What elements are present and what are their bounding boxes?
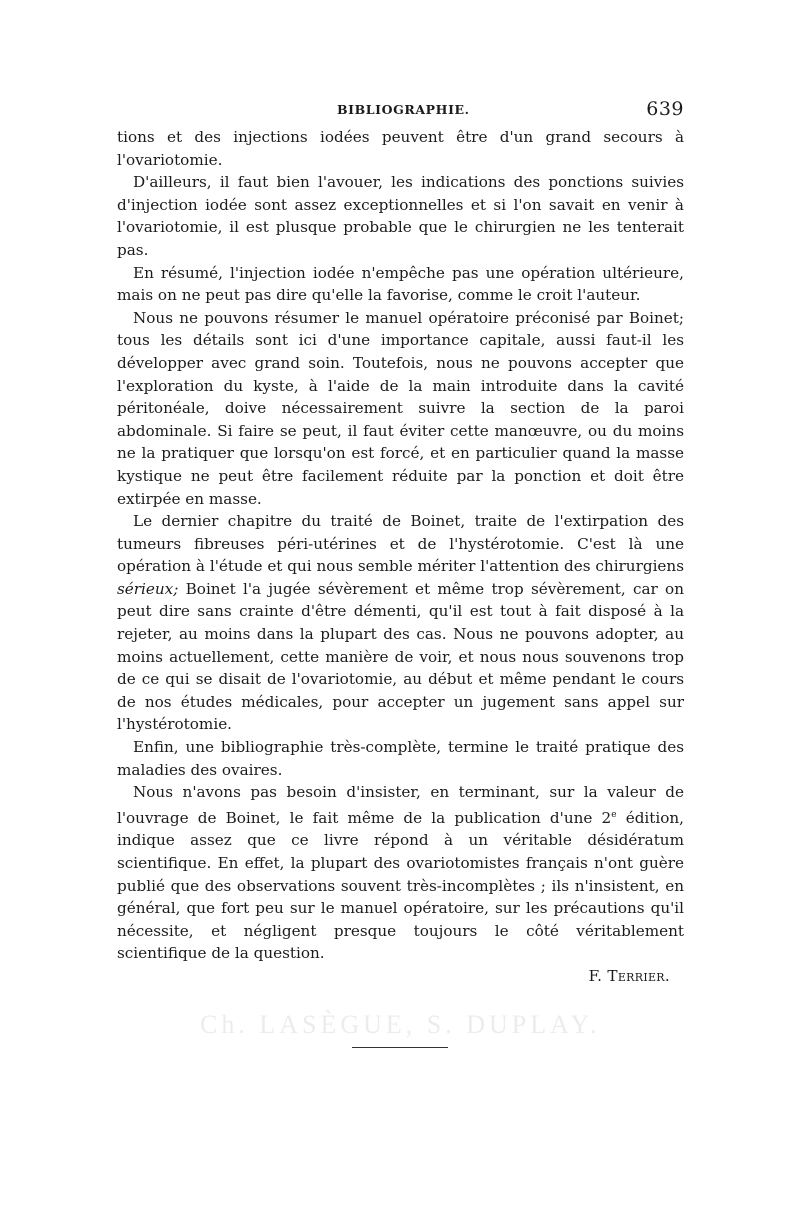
body-text bbox=[117, 126, 684, 988]
paragraph-6-text: Enfin, une bibliographie très-complète, termine le traité pratique des maladies des ovaires. bbox=[117, 738, 684, 779]
paragraph-1 bbox=[117, 126, 684, 171]
paragraph-1-text: tions et des injections iodées peuvent être d'un grand secours à l'ovariotomie. bbox=[117, 128, 684, 169]
italic-word: sérieux; bbox=[117, 579, 179, 598]
page-number: 639 bbox=[646, 98, 684, 120]
signature-line bbox=[117, 965, 684, 988]
edition-superscript: e bbox=[611, 809, 617, 820]
paragraph-2-text: D'ailleurs, il faut bien l'avouer, les indications des ponctions suivies d'injection iodée sont assez exceptionnelles et si l'on savait en venir à l'ovariotomie, il est plusque probable que le chirurgien ne les tenterait pas. bbox=[117, 173, 684, 259]
paragraph-3 bbox=[117, 262, 684, 307]
signature-initial: F. bbox=[588, 967, 603, 986]
paragraph-7 bbox=[117, 781, 684, 965]
paragraph-5-text-a: Le dernier chapitre du traité de Boinet, traite de l'extirpation des tumeurs fibreuses péri-utérines et de l'hystérotomie. C'est là une opération à l'étude et qui nous semble mériter l'attention des chirurgiens bbox=[117, 512, 684, 576]
book-page bbox=[117, 98, 684, 988]
signature-surname: Terrier. bbox=[607, 967, 670, 986]
paragraph-6 bbox=[117, 736, 684, 781]
footer-rule bbox=[352, 1047, 448, 1048]
paragraph-3-text: En résumé, l'injection iodée n'empêche pas une opération ultérieure, mais on ne peut pas dire qu'elle la favorise, comme le croit l'auteur. bbox=[117, 263, 684, 305]
paragraph-5-text-b: Boinet l'a jugée sévèrement et même trop sévèrement, car on peut dire sans crainte d'être démenti, qu'il est tout à fait disposé à la rejeter, au moins dans la plupart des cas. Nous ne pouvons adopter, au moins actuellement, cette manière de voir, et nous nous souvenons trop de ce qui se disait de l'ovariotomie, au début et même pendant le cours de nos études médicales, pour accepter un jugement sans appel sur l'hystérotomie. bbox=[117, 579, 684, 734]
paragraph-7-text-a: Nous n'avons pas besoin d'insister, en terminant, sur la valeur de l'ouvrage de Boinet, le fait même de la publication d'une 2 bbox=[117, 783, 684, 827]
paragraph-5 bbox=[117, 510, 684, 736]
faded-library-stamp: Ch. LASÈGUE, S. DUPLAY. bbox=[200, 1010, 601, 1039]
running-head: BIBLIOGRAPHIE. bbox=[337, 102, 470, 117]
page-header bbox=[117, 98, 684, 126]
paragraph-7-text-b: édition, indique assez que ce livre répond à un véritable désidératum scientifique. En effet, la plupart des ovariotomistes français n'ont guère publié que des observations souvent très-incomplètes ; ils n'insistent, en général, que fort peu sur le manuel opératoire, sur les précautions qu'il nécessite, et négligent presque toujours le côté véritablement scientifique de la question. bbox=[117, 808, 684, 963]
paragraph-4-text: Nous ne pouvons résumer le manuel opératoire préconisé par Boinet; tous les détails sont ici d'une importance capitale, aussi faut-il les développer avec grand soin. Toutefois, nous ne pouvons accepter que l'exploration du kyste, à l'aide de la main introduite dans la cavité péritonéale, doive nécessairement suivre la section de la paroi abdominale. Si faire se peut, il faut éviter cette manœuvre, ou du moins ne la pratiquer que lorsqu'on est forcé, et en particulier quand la masse kystique ne peut être facilement réduite par la ponction et doit être extirpée en masse. bbox=[117, 308, 684, 508]
paragraph-4 bbox=[117, 307, 684, 510]
paragraph-2 bbox=[117, 171, 684, 261]
signature bbox=[589, 965, 684, 988]
